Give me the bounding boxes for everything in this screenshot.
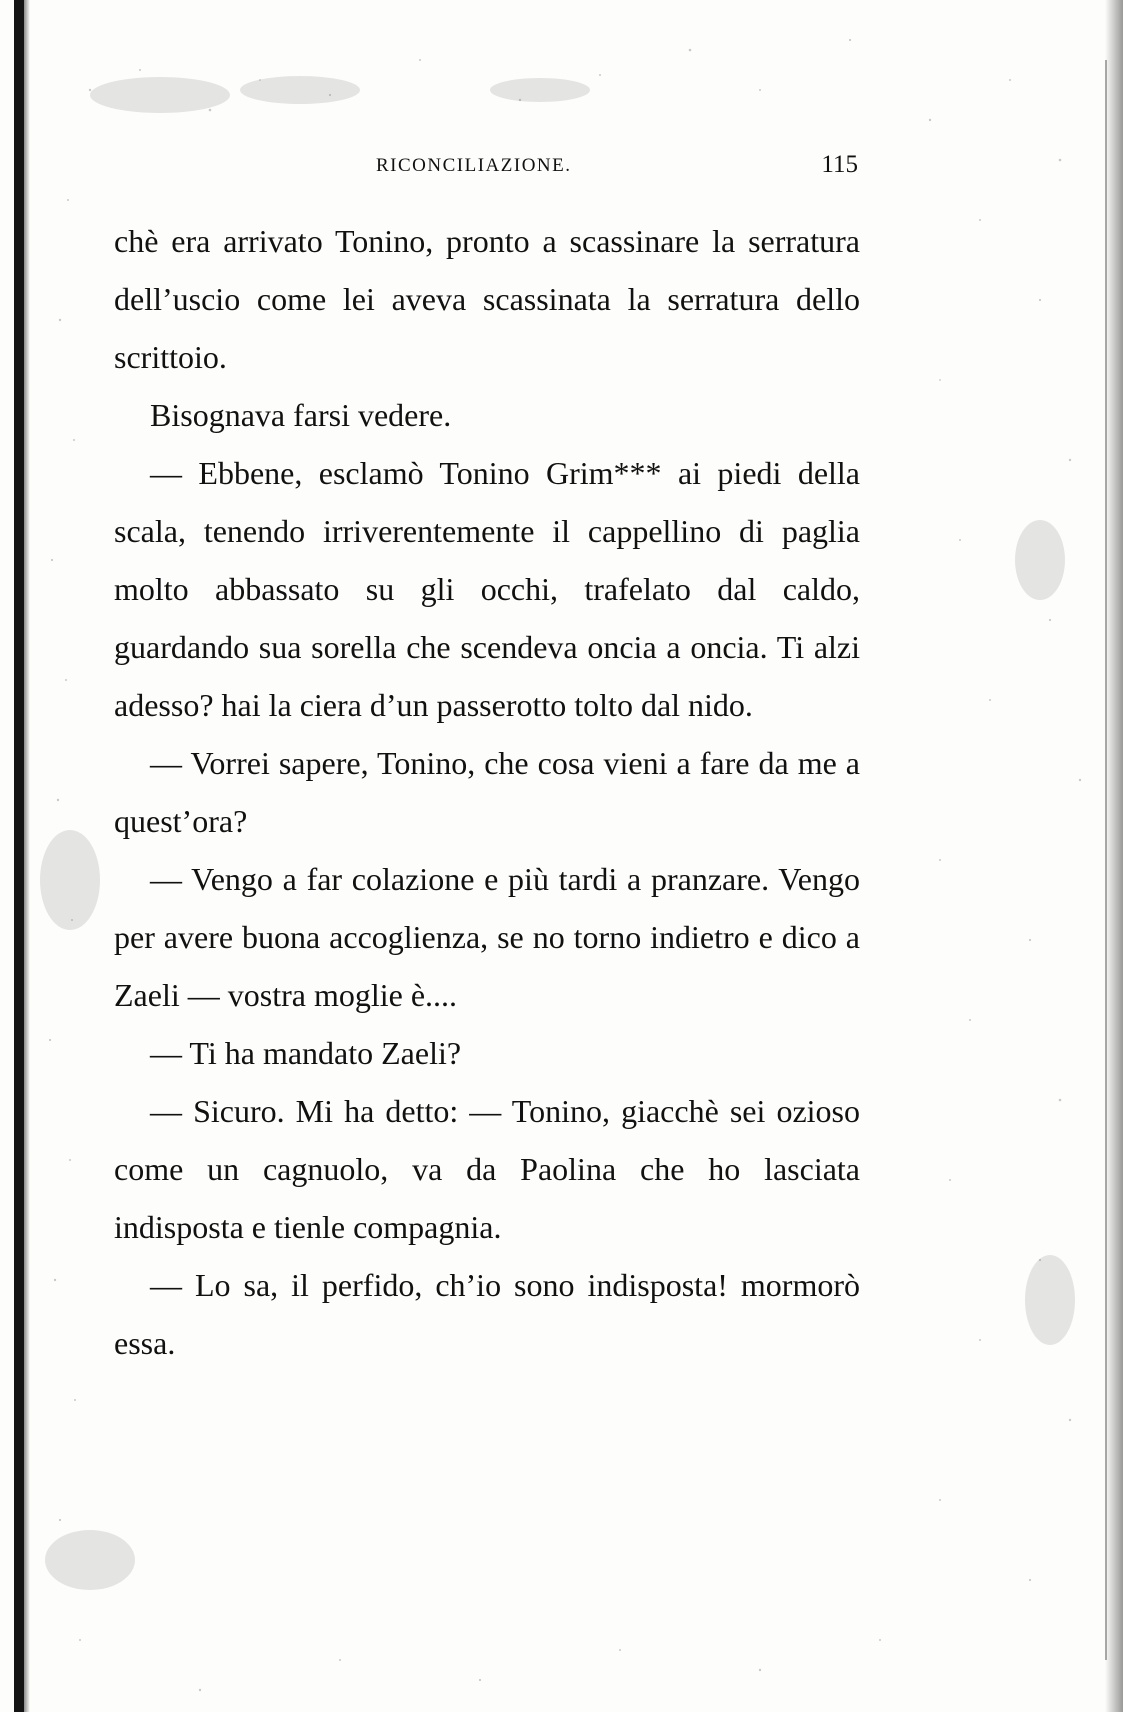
running-title: RICONCILIAZIONE. xyxy=(376,155,572,176)
paragraph: — Vengo a far colazione e più tardi a pranzare. Vengo per avere buona accoglienza, se no torno indietro e dico a Zaeli — vostra moglie è.... xyxy=(114,861,860,1013)
paragraph: — Ebbene, esclamò Tonino Grim*** ai piedi della scala, tenendo irriverentemente il cappellino di paglia molto abbassato su gli occhi, trafelato dal caldo, guardando sua sorella che scendeva oncia a oncia. Ti alzi adesso? hai la ciera d’un passerotto tolto dal nido. xyxy=(114,455,860,723)
paragraph: — Ti ha mandato Zaeli? xyxy=(150,1035,462,1071)
page-number: 115 xyxy=(821,151,858,178)
paragraph: — Vorrei sapere, Tonino, che cosa vieni a fare da me a quest’ora? xyxy=(114,745,860,839)
body-text xyxy=(114,212,860,1372)
page-edge-shadow xyxy=(1105,0,1123,1712)
paragraph: chè era arrivato Tonino, pronto a scassinare la serratura dell’uscio come lei aveva scassinata la serratura dello scrittoio. xyxy=(114,223,860,375)
binding-edge xyxy=(24,0,30,1712)
page-edge-line xyxy=(1105,60,1107,1660)
running-header xyxy=(118,151,858,185)
binding-shadow xyxy=(14,0,24,1712)
paragraph: Bisognava farsi vedere. xyxy=(150,397,452,433)
paragraph: — Sicuro. Mi ha detto: — Tonino, giacchè sei ozioso come un cagnuolo, va da Paolina che ho lasciata indisposta e tienle compagnia. xyxy=(114,1093,860,1245)
paragraph: — Lo sa, il perfido, ch’io sono indisposta! mormorò essa. xyxy=(114,1267,860,1361)
